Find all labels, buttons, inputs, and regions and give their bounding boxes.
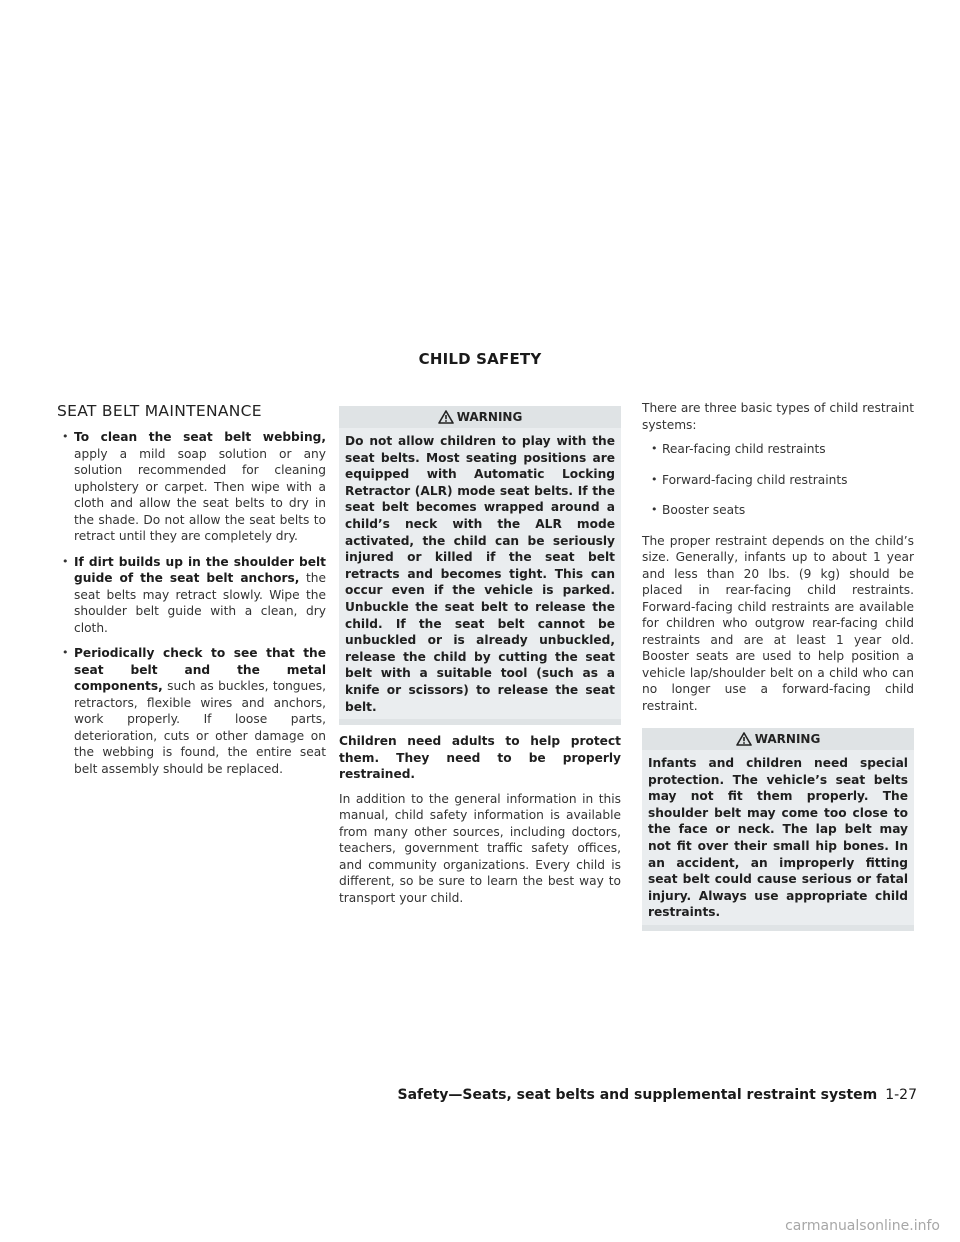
warning-header [642, 728, 914, 750]
warning-text: Infants and children need special protection. The vehicle’s seat belts may not fit them properly. The shoulder belt may come too close to the face or neck. The lap belt may not fit over their small hip bones. In an accident, an improperly fitting seat belt could cause serious or fatal injury. Always use appropriate child restraints. [642, 750, 914, 925]
bullet-dot-icon: • [651, 442, 658, 455]
paragraph: The proper restraint depends on the child’s size. Generally, infants up to about 1 year and less than 20 lbs. (9 kg) should be placed in rear-facing child restraints. Forward-facing child restraints are available for children who outgrow rear-facing child restraints and are at least 1 year old. Booster seats are used to help position a vehicle lap/shoulder belt on a child who can no longer use a forward-facing child restraint. [642, 533, 914, 713]
maintenance-bullet [57, 554, 326, 637]
section-header: CHILD SAFETY [418, 350, 542, 368]
bullet-dot-icon: • [651, 503, 658, 516]
bullet-lead: To clean the seat belt webbing, [74, 430, 326, 444]
paragraph: In addition to the general information in this manual, child safety information is available from many other sources, including doctors, teachers, government traffic safety offices, and community organizations. Every child is different, so be sure to learn the best way to transport your child. [339, 791, 621, 905]
warning-triangle-icon [736, 732, 752, 746]
warning-triangle-icon [438, 410, 454, 424]
list-item: • Rear-facing child restraints [651, 442, 826, 456]
bullet-dot-icon: • [62, 554, 69, 568]
page-number: 1-27 [885, 1087, 917, 1103]
bullet-lead: Periodically check to see that the seat belt and the metal components, [74, 646, 326, 693]
warning-text: Do not allow children to play with the seat belts. Most seating positions are equipped with Automatic Locking Retractor (ALR) mode seat belts. If the seat belt becomes wrapped around a child’s neck with the ALR mode activated, the child can be seriously injured or killed if the seat belt retracts and becomes tight. This can occur even if the vehicle is parked. Unbuckle the seat belt to release the child. If the seat belt cannot be unbuckled or is already unbuckled, release the child by cutting the seat belt with a suitable tool (such as a knife or scissors) to release the seat belt. [339, 428, 621, 719]
left-column [57, 400, 326, 786]
bullet-dot-icon: • [62, 646, 69, 659]
bold-paragraph: Children need adults to help protect them. They need to be properly restrained. [339, 734, 621, 782]
bullet-dot-icon: • [651, 472, 658, 486]
right-column [642, 400, 914, 939]
warning-box [339, 406, 621, 725]
bullet-lead: If dirt builds up in the shoulder belt guide of the seat belt anchors, [74, 554, 326, 585]
bullet-dot-icon: • [62, 430, 69, 443]
warning-box [642, 728, 914, 931]
watermark: carmanualsonline.info [785, 1218, 940, 1234]
chapter-title: Safety—Seats, seat belts and supplemental restraint system [397, 1087, 878, 1103]
maintenance-bullet [57, 429, 326, 545]
section-title: SEAT BELT MAINTENANCE [57, 402, 262, 420]
page-footer [398, 1087, 918, 1103]
restraint-types-list [642, 441, 914, 519]
list-item: • Booster seats [651, 503, 746, 517]
intro-paragraph: There are three basic types of child restraint systems: [642, 401, 914, 432]
warning-title: WARNING [754, 732, 821, 746]
bullet-text: apply a mild soap solution or any solution recommended for cleaning upholstery or carpet. Then wipe with a cloth and allow the seat belts to dry in the shade. Do not allow the seat belts to retract until they are completely dry. [74, 446, 326, 543]
list-item: • Forward-facing child restraints [651, 472, 848, 487]
bullet-text: such as buckles, tongues, retractors, flexible wires and anchors, work properly. If loose parts, deterioration, cuts or other damage on the webbing is found, the entire seat belt assembly should be replaced. [74, 679, 326, 776]
warning-header [339, 406, 621, 428]
bullet-text: the seat belts may retract slowly. Wipe the shoulder belt guide with a clean, dry cloth. [74, 571, 326, 635]
maintenance-bullet [57, 645, 326, 777]
middle-column [339, 400, 621, 914]
warning-title: WARNING [456, 410, 523, 424]
